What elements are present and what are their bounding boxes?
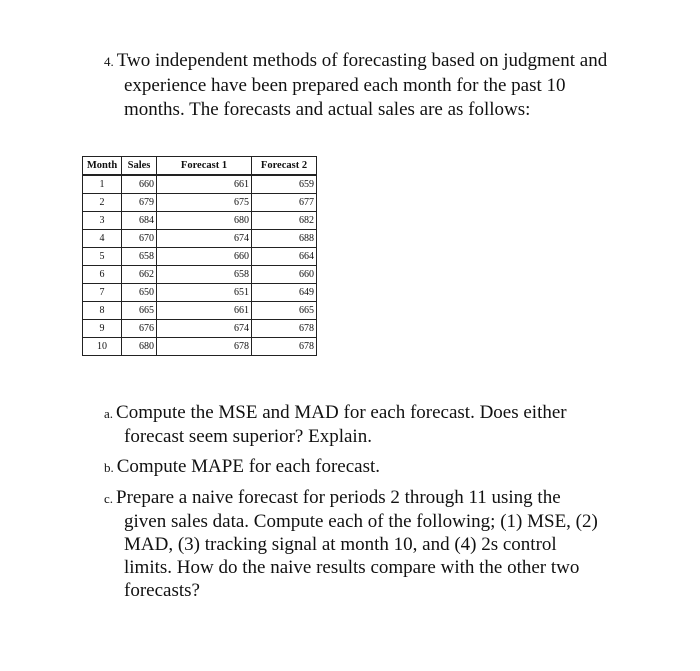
table-row — [83, 302, 317, 320]
table-row — [83, 230, 317, 248]
cell-forecast-1: 674 — [157, 230, 252, 248]
table-row — [83, 284, 317, 302]
problem-number: 4. — [104, 54, 114, 69]
cell-forecast-1: 661 — [157, 302, 252, 320]
cell-sales: 684 — [122, 212, 157, 230]
question-c: c. Prepare a naive forecast for periods 2 through 11 using the given sales data. Compute each of the following; (1) MSE, (2) MAD, (3) tracking signal at month 10, and (4) 2s control limits. How do the naive results compare with the other two forecasts? — [104, 486, 644, 602]
question-line: MAD, (3) tracking signal at month 10, and (4) 2s control — [124, 534, 557, 555]
cell-month: 5 — [83, 248, 122, 266]
cell-sales: 665 — [122, 302, 157, 320]
problem-line: experience have been prepared each month for the past 10 — [124, 75, 566, 96]
cell-month: 3 — [83, 212, 122, 230]
table-row — [83, 338, 317, 356]
cell-forecast-1: 651 — [157, 284, 252, 302]
table-row — [83, 212, 317, 230]
question-label: a. — [104, 406, 114, 421]
cell-forecast-1: 661 — [157, 175, 252, 194]
forecast-table — [82, 156, 317, 356]
cell-sales: 679 — [122, 194, 157, 212]
cell-forecast-2: 678 — [252, 338, 317, 356]
question-line: forecast seem superior? Explain. — [124, 426, 372, 447]
cell-forecast-1: 660 — [157, 248, 252, 266]
cell-forecast-2: 660 — [252, 266, 317, 284]
cell-forecast-2: 659 — [252, 175, 317, 194]
table-row — [83, 194, 317, 212]
column-header-month: Month — [83, 157, 122, 176]
cell-month: 6 — [83, 266, 122, 284]
column-header-forecast-2: Forecast 2 — [252, 157, 317, 176]
column-header-sales: Sales — [122, 157, 157, 176]
cell-forecast-1: 674 — [157, 320, 252, 338]
cell-sales: 680 — [122, 338, 157, 356]
column-header-forecast-1: Forecast 1 — [157, 157, 252, 176]
cell-sales: 670 — [122, 230, 157, 248]
cell-sales: 676 — [122, 320, 157, 338]
table-row — [83, 248, 317, 266]
cell-month: 7 — [83, 284, 122, 302]
question-line: limits. How do the naive results compare with the other two — [124, 557, 580, 578]
cell-forecast-2: 678 — [252, 320, 317, 338]
problem-line: 4. Two independent methods of forecasting based on judgment and — [104, 50, 608, 71]
question-b: b. Compute MAPE for each forecast. — [104, 456, 381, 477]
cell-forecast-2: 682 — [252, 212, 317, 230]
cell-forecast-1: 680 — [157, 212, 252, 230]
cell-month: 10 — [83, 338, 122, 356]
cell-forecast-2: 664 — [252, 248, 317, 266]
question-label: b. — [104, 460, 114, 475]
question-line: forecasts? — [124, 580, 200, 601]
cell-sales: 660 — [122, 175, 157, 194]
cell-forecast-1: 675 — [157, 194, 252, 212]
cell-month: 9 — [83, 320, 122, 338]
cell-sales: 662 — [122, 266, 157, 284]
problem-line: months. The forecasts and actual sales are as follows: — [124, 99, 531, 120]
cell-forecast-2: 677 — [252, 194, 317, 212]
question-line: given sales data. Compute each of the following; (1) MSE, (2) — [124, 511, 598, 532]
question-a: a. Compute the MSE and MAD for each forecast. Does either forecast seem superior? Explain. — [104, 401, 644, 448]
table-row — [83, 320, 317, 338]
cell-month: 1 — [83, 175, 122, 194]
cell-month: 2 — [83, 194, 122, 212]
cell-sales: 650 — [122, 284, 157, 302]
table-row — [83, 266, 317, 284]
table-row — [83, 175, 317, 194]
cell-month: 4 — [83, 230, 122, 248]
question-label: c. — [104, 491, 114, 506]
cell-forecast-2: 688 — [252, 230, 317, 248]
table-header-row — [83, 157, 317, 176]
cell-forecast-1: 678 — [157, 338, 252, 356]
question-list — [104, 401, 644, 609]
cell-forecast-2: 665 — [252, 302, 317, 320]
cell-month: 8 — [83, 302, 122, 320]
cell-forecast-2: 649 — [252, 284, 317, 302]
problem-statement — [104, 49, 644, 122]
cell-forecast-1: 658 — [157, 266, 252, 284]
cell-sales: 658 — [122, 248, 157, 266]
